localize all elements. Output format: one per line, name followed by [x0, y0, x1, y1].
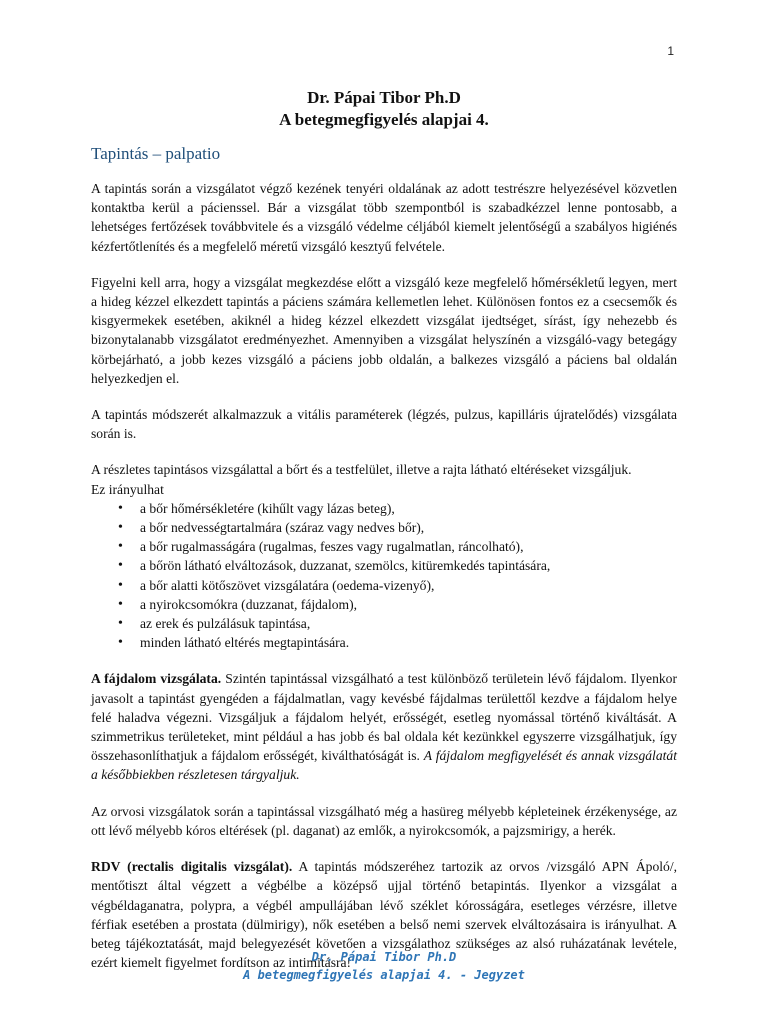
- page-footer: [0, 948, 768, 984]
- rdv-text: A tapintás módszeréhez tartozik az orvos /vizsgáló APN Ápoló/, mentőtiszt által végzett a végbélbe a középső ujjal történő betapintás. Ilyenkor a vizsgálat a végbéldaganatra, polypra, a végbél ampullájában lévő széklet kórosságára, esetleges vérzésre, illetve férfiak esetében a prostata (dülmirigy), nők esetében a belső nemi szervek elváltozásaira is irányulhat. A beteg tájékoztatását, majd belegyezését követően a vizsgálathoz szükséges az alsó ruházatának levétele, ezért kiemelt figyelmet fordítson az intimitásra!: [91, 859, 678, 971]
- list-item: • minden látható eltérés megtapintására.: [91, 633, 677, 652]
- list-item: • az erek és pulzálásuk tapintása,: [91, 614, 677, 633]
- pain-text: Szintén tapintással vizsgálható a test különböző területein lévő fájdalom. Ilyenkor javasolt a tapintást gyengéden a fájdalmatlan, vagy kevésbé fájdalmas területtől kezdve a fájdalom helye felé haladva végezni. Vizsgáljuk a fájdalom helyét, erősségét, esetleg nyomással történő kiváltását. A szimmetrikus területeket, mint például a has jobb és bal oldala két kezünkkel egyszerre vizsgálhatjuk, így összehasonlíthatjuk a fájdalom erősségét, kiválthatóságát is.: [91, 671, 677, 764]
- list-item: • a bőr nedvességtartalmára (száraz vagy nedves bőr),: [91, 518, 677, 537]
- page-number: 1: [667, 44, 674, 58]
- document-body: [91, 87, 677, 989]
- bullet-list: [91, 499, 677, 653]
- pain-heading: A fájdalom vizsgálata.: [91, 671, 222, 687]
- section-heading: Tapintás – palpatio: [91, 144, 221, 163]
- pain-note: A fájdalom megfigyelését és annak vizsgálatát a későbbiekben részletesen tárgyaljuk.: [91, 748, 677, 783]
- document-title: A betegmegfigyelés alapjai 4.: [279, 110, 489, 129]
- document-author: Dr. Pápai Tibor Ph.D: [307, 88, 461, 107]
- list-item: • a bőrön látható elváltozások, duzzanat, szemölcs, kitüremkedés tapintására,: [91, 556, 677, 575]
- footer-title: A betegmegfigyelés alapjai 4. - Jegyzet: [243, 968, 525, 982]
- footer-author: Dr. Pápai Tibor Ph.D: [311, 950, 457, 964]
- paragraph-detailed: A részletes tapintásos vizsgálattal a bőrt és a testfelület, illetve a rajta látható eltéréseket vizsgáljuk.: [91, 462, 632, 478]
- paragraph-pain: [91, 669, 677, 784]
- paragraph-temperature: Figyelni kell arra, hogy a vizsgálat megkezdése előtt a vizsgáló keze megfelelő hőmérsékletű legyen, mert a hideg kézzel elkezdett tapintás a páciens számára kellemetlen lehet. Különösen fontos ez a csecsemők és kisgyermekek esetében, akiknél a hideg kézzel elkezdett vizsgálat ijedtséget, sírást, így nehezebb és bizonytalanabb vizsgálatot eredményezhet. Amennyiben a vizsgálat helyszínén a vizsgáló-vagy betegágy körbejárható, a jobb kezes vizsgáló a páciens jobb oldalán, a balkezes vizsgáló a páciens bal oldalán helyezkedjen el.: [91, 274, 677, 386]
- list-item: • a bőr alatti kötőszövet vizsgálatára (oedema-vizenyő),: [91, 576, 677, 595]
- list-item: • a bőr rugalmasságára (rugalmas, feszes vagy rugalmatlan, ráncolható),: [91, 537, 677, 556]
- paragraph-vitals: A tapintás módszerét alkalmazzuk a vitális paraméterek (légzés, pulzus, kapilláris újratelődés) vizsgálata során is.: [91, 407, 677, 442]
- rdv-heading: RDV (rectalis digitalis vizsgálat).: [91, 859, 293, 875]
- list-item: • a nyirokcsomókra (duzzanat, fájdalom),: [91, 595, 677, 614]
- paragraph-directed: Ez irányulhat: [91, 481, 164, 497]
- paragraph-medical: Az orvosi vizsgálatok során a tapintással vizsgálható még a hasüreg mélyebb képleteinek érzékenysége, az ott lévő mélyebb kóros eltérések (pl. daganat) az emlők, a nyirokcsomók, a pajzsmirigy, a herék.: [91, 803, 677, 838]
- paragraph-intro: A tapintás során a vizsgálatot végző kezének tenyéri oldalának az adott testrészre helyezésével közvetlen kontaktba kerül a pácienssel. Bár a vizsgálat több szempontból is szabadkézzel lenne pontosabb, a lehetséges fertőzések továbbvitele és a vizsgáló védelme céljából kiemelt jelentőségű a szabályos higiénés kézfertőtlenítés és a megfelelő méretű vizsgáló kesztyű felvétele.: [91, 181, 677, 254]
- list-item: • a bőr hőmérsékletére (kihűlt vagy lázas beteg),: [91, 499, 677, 518]
